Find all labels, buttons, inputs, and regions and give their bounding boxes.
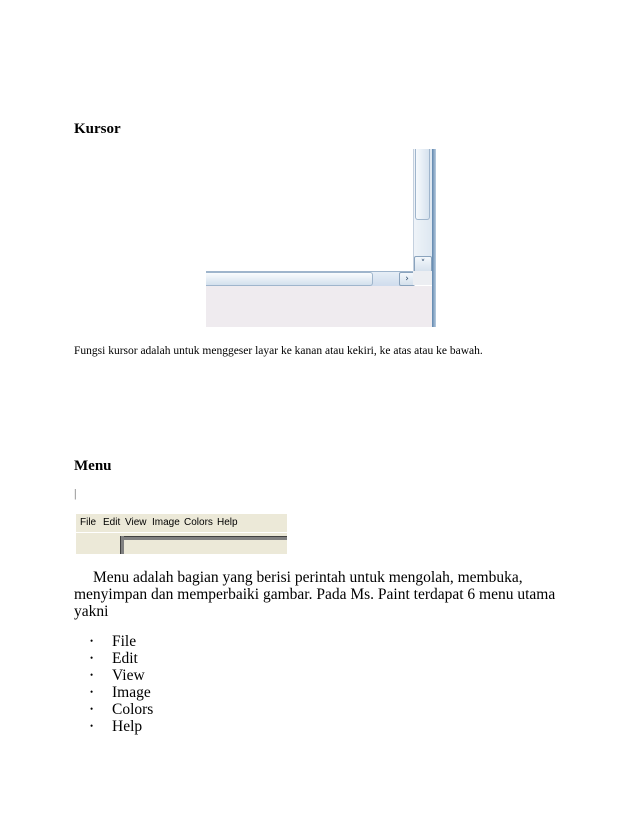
menu-paragraph-line-1: Menu adalah bagian yang berisi perintah untuk mengolah, membuka,	[93, 569, 523, 586]
scrollbar-screenshot	[206, 149, 436, 327]
list-item: • Image	[90, 684, 151, 701]
kursor-heading: Kursor	[74, 121, 121, 137]
menubar	[76, 514, 287, 533]
window-border	[432, 149, 436, 327]
status-area	[206, 286, 432, 327]
list-item: • Colors	[90, 701, 154, 718]
bullet-icon: •	[90, 653, 94, 663]
stray-mark: |	[74, 486, 77, 500]
menu-file[interactable]: File	[80, 517, 97, 528]
scrollbar-corner	[413, 271, 432, 285]
menu-list	[74, 633, 153, 735]
list-item: • File	[90, 633, 137, 650]
list-item: • Edit	[90, 650, 138, 667]
menu-image[interactable]: Image	[152, 517, 180, 528]
bullet-icon: •	[90, 704, 94, 714]
canvas-border-left	[120, 536, 124, 554]
bullet-icon: •	[90, 687, 94, 697]
scroll-down-arrow-icon[interactable]: ˅	[414, 256, 432, 273]
bullet-icon: •	[90, 721, 94, 731]
scroll-right-arrow-icon[interactable]: ›	[399, 272, 415, 286]
vertical-scrollbar-thumb[interactable]	[415, 149, 430, 220]
menu-paragraph-line-2: menyimpan dan memperbaiki gambar. Pada Ms. Paint terdapat 6 menu utama	[74, 586, 556, 603]
bullet-icon: •	[90, 670, 94, 680]
menu-edit[interactable]: Edit	[103, 517, 121, 528]
list-item: • View	[90, 667, 145, 684]
kursor-caption: Fungsi kursor adalah untuk menggeser layar ke kanan atau kekiri, ke atas atau ke bawah.	[74, 345, 483, 357]
canvas-border-top	[120, 536, 287, 540]
menubar-screenshot	[76, 514, 287, 554]
list-item: • Help	[90, 718, 143, 735]
menu-paragraph-line-3: yakni	[74, 603, 109, 620]
menu-help[interactable]: Help	[217, 517, 238, 528]
menu-heading: Menu	[74, 458, 112, 474]
horizontal-scrollbar-thumb[interactable]	[206, 272, 373, 286]
menu-view[interactable]: View	[125, 517, 147, 528]
menu-colors[interactable]: Colors	[184, 517, 213, 528]
bullet-icon: •	[90, 636, 94, 646]
